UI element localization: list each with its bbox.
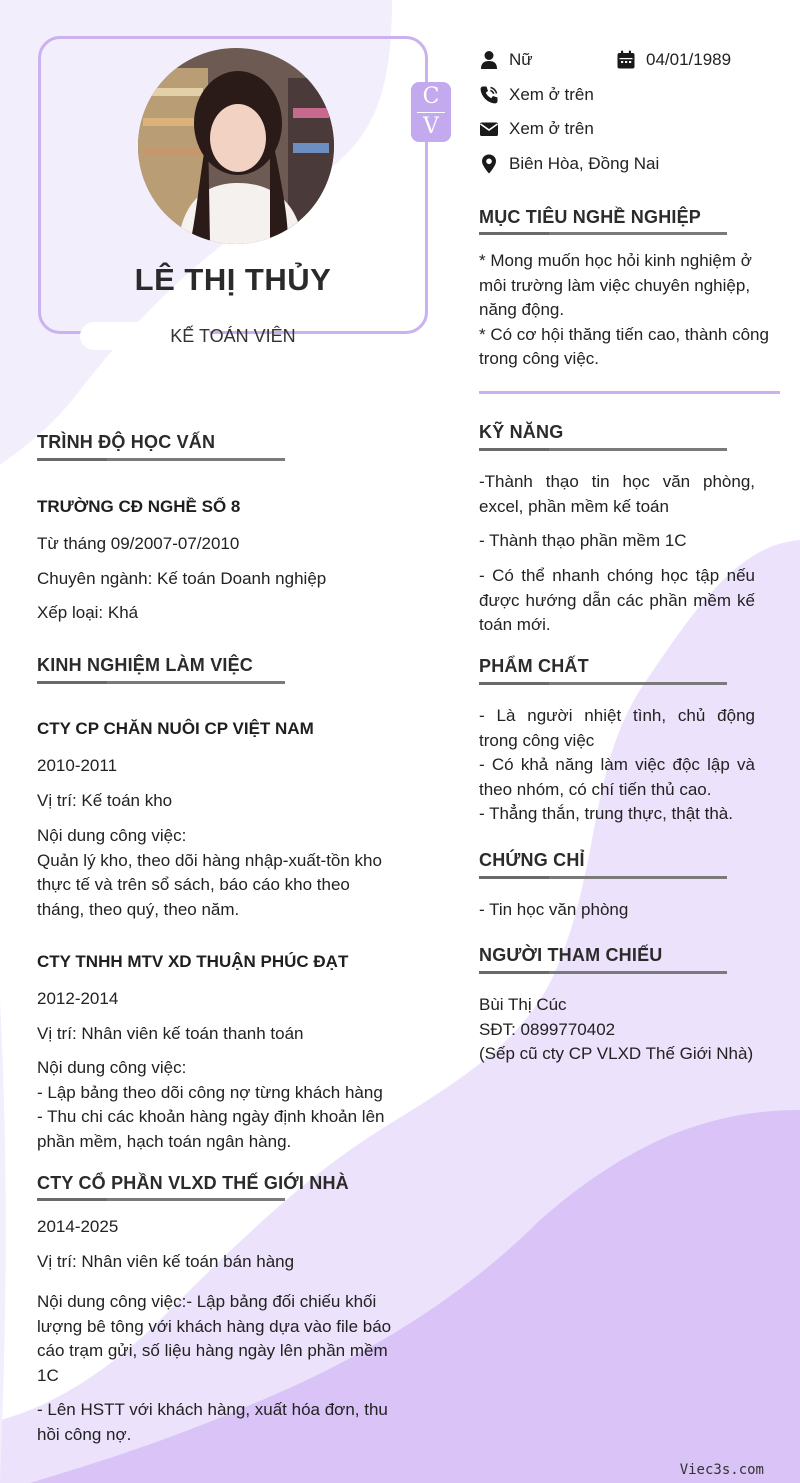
contact-address	[479, 154, 659, 174]
envelope-icon	[479, 119, 499, 139]
job-title: KẾ TOÁN VIÊN	[170, 326, 296, 346]
skills-underline	[479, 448, 727, 451]
experience-title: KINH NGHIỆM LÀM VIỆC	[37, 655, 254, 675]
left-edge-strip	[0, 1000, 6, 1483]
objective-title: MỤC TIÊU NGHỀ NGHIỆP	[479, 207, 702, 227]
objective-underline	[479, 232, 727, 235]
cv-badge-c: C	[422, 84, 440, 109]
education-title: TRÌNH ĐỘ HỌC VẤN	[37, 432, 216, 452]
objective-line: * Mong muốn học hỏi kinh nghiệm ở	[479, 251, 752, 270]
gender-value: Nữ	[509, 50, 533, 69]
avatar	[138, 48, 334, 244]
skills-title: KỸ NĂNG	[479, 422, 564, 442]
objective-line: năng động.	[479, 300, 565, 319]
reference-note: (Sếp cũ cty CP VLXD Thế Giới Nhà)	[479, 1044, 754, 1063]
objective-line: môi trường làm việc chuyên nghiệp,	[479, 275, 751, 295]
location-pin-icon	[479, 154, 499, 174]
contact-phone	[479, 85, 594, 105]
education-major: Chuyên ngành: Kế toán Doanh nghiệp	[37, 569, 327, 588]
qualities-item: - Thẳng thắn, trung thực, thật thà.	[479, 804, 733, 823]
reference-name: Bùi Thị Cúc	[479, 995, 567, 1014]
certificates-underline	[479, 876, 727, 879]
job-content-line: - Lên HSTT với khách hàng, xuất hóa đơn, thu	[37, 1400, 388, 1419]
contact-email	[479, 119, 594, 139]
job-content-line: hồi công nợ.	[37, 1424, 132, 1444]
phone-icon	[479, 85, 499, 105]
job-description-extra	[37, 1398, 417, 1447]
job-content-line: phần mềm, hạch toán ngân hàng.	[37, 1131, 292, 1151]
references-underline	[479, 971, 727, 974]
email-value: Xem ở trên	[509, 119, 594, 138]
cv-badge	[411, 82, 451, 142]
education-school: TRƯỜNG CĐ NGHỀ SỐ 8	[37, 497, 241, 516]
objective-divider	[479, 391, 780, 394]
education-grade: Xếp loại: Khá	[37, 603, 139, 622]
address-value: Biên Hòa, Đồng Nai	[509, 154, 660, 173]
job-position: Vị trí: Nhân viên kế toán bán hàng	[37, 1252, 295, 1271]
job-content-line: thực tế và trên sổ sách, báo cáo kho theo	[37, 875, 350, 894]
job-description	[37, 1056, 417, 1154]
birthday-value: 04/01/1989	[646, 50, 732, 69]
person-icon	[479, 50, 499, 70]
job-content-label: Nội dung công việc:	[37, 1058, 187, 1077]
job-content-line: cáo trạm gửi, số liệu hàng ngày lên phần mềm	[37, 1341, 388, 1360]
skills-item: -Thành thạo tin học văn phòng, excel, phần mềm kế toán	[479, 472, 755, 516]
job-content-line: lượng bê tông với khách hàng dựa vào file báo	[37, 1316, 392, 1336]
cv-badge-v: V	[423, 114, 439, 139]
job-period: 2014-2025	[37, 1217, 119, 1236]
references-text	[479, 993, 779, 1067]
skills-item: - Thành thạo phần mềm 1C	[479, 531, 687, 550]
contact-gender	[479, 50, 533, 70]
job-company-underline	[37, 1198, 285, 1201]
job-position: Vị trí: Kế toán kho	[37, 791, 173, 810]
cv-badge-divider	[417, 112, 445, 113]
job-content-line: - Thu chi các khoản hàng ngày định khoản lên	[37, 1107, 385, 1126]
objective-line: * Có cơ hội thăng tiến cao, thành công	[479, 324, 769, 344]
job-content-line: - Lập bảng theo dõi công nợ từng khách hàng	[37, 1082, 383, 1102]
education-underline	[37, 458, 285, 461]
references-title: NGƯỜI THAM CHIẾU	[479, 945, 663, 965]
job-position: Vị trí: Nhân viên kế toán thanh toán	[37, 1024, 304, 1043]
job-company: CTY CP CHĂN NUÔI CP VIỆT NAM	[37, 719, 314, 738]
job-content-line: Quản lý kho, theo dõi hàng nhập-xuất-tồn kho	[37, 850, 382, 870]
certificates-item: - Tin học văn phòng	[479, 900, 629, 919]
job-content-line: Nội dung công việc:- Lập bảng đối chiếu khối	[37, 1292, 377, 1311]
job-description	[37, 1290, 417, 1388]
qualities-list	[479, 704, 755, 827]
certificates-title: CHỨNG CHỈ	[479, 850, 585, 870]
job-period: 2012-2014	[37, 989, 119, 1008]
qualities-title: PHẨM CHẤT	[479, 656, 589, 676]
reference-phone: SĐT: 0899770402	[479, 1019, 616, 1039]
skills-item: - Có thể nhanh chóng học tập nếu được hướng dẫn các phần mềm kế toán mới.	[479, 566, 755, 634]
objective-text	[479, 249, 779, 372]
avatar-photo	[138, 48, 334, 244]
qualities-underline	[479, 682, 727, 685]
job-company-heading: CTY CỔ PHẦN VLXD THẾ GIỚI NHÀ	[37, 1173, 349, 1193]
job-description	[37, 824, 417, 922]
job-content-line: 1C	[37, 1365, 59, 1385]
experience-underline	[37, 681, 285, 684]
qualities-item: - Có khả năng làm việc độc lập và theo nhóm, có chí tiến thủ cao.	[479, 755, 755, 799]
phone-value: Xem ở trên	[509, 85, 594, 104]
watermark: Viec3s.com	[679, 1462, 764, 1478]
job-content-label: Nội dung công việc:	[37, 826, 187, 845]
objective-line: trong công việc.	[479, 349, 600, 368]
calendar-icon	[616, 50, 636, 70]
job-content-line: tháng, theo quý, theo năm.	[37, 899, 240, 919]
candidate-name: LÊ THỊ THỦY	[134, 262, 332, 297]
qualities-item: - Là người nhiệt tình, chủ động trong công việc	[479, 706, 755, 750]
contact-birthday	[616, 50, 731, 70]
education-period: Từ tháng 09/2007-07/2010	[37, 534, 240, 553]
job-period: 2010-2011	[37, 756, 118, 775]
job-company: CTY TNHH MTV XD THUẬN PHÚC ĐẠT	[37, 952, 349, 971]
